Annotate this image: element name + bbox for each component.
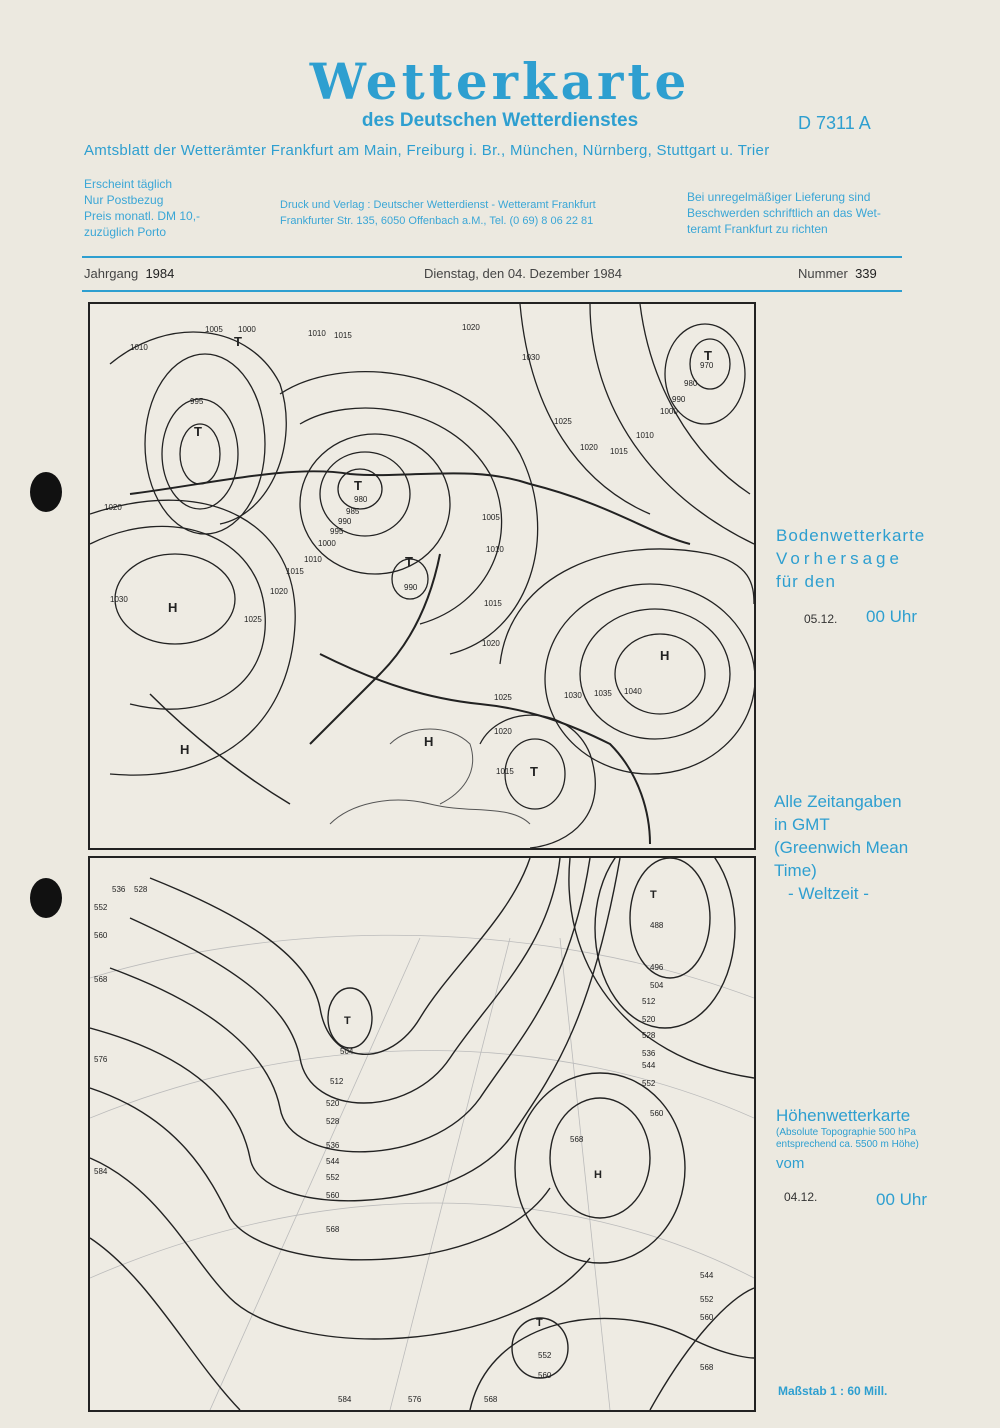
low-center: T [530, 764, 538, 779]
contour-label: 488 [650, 921, 664, 930]
isobar-label: 1000 [660, 407, 678, 416]
isobar-label: 1005 [482, 513, 500, 522]
contour-label: 520 [642, 1015, 656, 1024]
isobar [320, 452, 410, 536]
contour-label: 584 [338, 1395, 352, 1404]
isobar [520, 304, 650, 514]
contour [550, 1098, 650, 1218]
contour-label: 504 [650, 981, 664, 990]
isobar-label: 1010 [636, 431, 654, 440]
low-center: T [405, 554, 413, 569]
low-center: T [650, 889, 657, 901]
isobar-label: 995 [190, 397, 204, 406]
coastline [330, 800, 530, 824]
isobar-label: 1030 [564, 691, 582, 700]
note-line: entsprechend ca. 5500 m Höhe) [776, 1139, 919, 1150]
document-id: D 7311 A [798, 113, 871, 133]
contour-label: 568 [570, 1135, 584, 1144]
contour-label: 552 [538, 1351, 552, 1360]
isobar [115, 554, 235, 644]
low-center: T [234, 334, 242, 349]
isobar-label: 1025 [554, 417, 572, 426]
time-note-line: Time) [774, 861, 817, 880]
complaint-line: teramt Frankfurt zu richten [687, 222, 828, 236]
isobar-label: 995 [330, 527, 344, 536]
masthead-title: Wetterkarte [309, 52, 691, 111]
header-rule-bottom [82, 290, 902, 292]
surface-map-caption [776, 524, 925, 593]
complaint-line: Bei unregelmäßiger Lieferung sind [687, 190, 871, 204]
low-center: T [354, 478, 362, 493]
isobar-label: 1040 [624, 687, 642, 696]
contour [90, 1158, 590, 1339]
contour-label: 560 [538, 1371, 552, 1380]
nummer-label: Nummer [798, 266, 848, 281]
isobar-label: 1005 [205, 325, 223, 334]
complaint-line: Beschwerden schriftlich an das Wet- [687, 206, 881, 220]
contour [595, 858, 735, 1028]
surface-map-time: 00 Uhr [866, 607, 918, 626]
time-note-line: Alle Zeitangaben [774, 792, 902, 811]
publisher-info [280, 197, 596, 229]
isobar-label: 1020 [482, 639, 500, 648]
subscription-info [84, 176, 200, 240]
isobar-label: 1015 [610, 447, 628, 456]
contour-label: 552 [700, 1295, 714, 1304]
isobar-label: 985 [346, 507, 360, 516]
caption-line: Bodenwetterkarte [776, 526, 926, 545]
isobar-label: 1000 [238, 325, 256, 334]
isobar [590, 304, 754, 544]
high-center: H [180, 742, 190, 757]
surface-forecast-map [88, 302, 756, 850]
jahrgang-value: 1984 [145, 266, 175, 281]
upper-map-note [776, 1127, 919, 1151]
contour-label: 544 [326, 1157, 340, 1166]
isobar-label: 1015 [334, 331, 352, 340]
isobar-label: 1020 [494, 727, 512, 736]
front-line [310, 554, 440, 744]
contour [630, 858, 710, 978]
low-center: T [704, 348, 712, 363]
jahrgang [84, 266, 174, 281]
contour-label: 528 [326, 1117, 340, 1126]
contour-label: 544 [642, 1061, 656, 1070]
upper-map-time: 00 Uhr [876, 1190, 928, 1209]
isobar-label: 1020 [104, 503, 122, 512]
isobar-label: 970 [700, 361, 714, 370]
official-gazette-line: Amtsblatt der Wetterämter Frankfurt am Main, Freiburg i. Br., München, Nürnberg, Stuttgart u. Trier [84, 142, 770, 159]
note-line: (Absolute Topographie 500 hPa [776, 1127, 916, 1138]
isobar-label: 1035 [594, 689, 612, 698]
issue-date: Dienstag, den 04. Dezember 1984 [424, 266, 623, 281]
low-center: T [344, 1015, 351, 1027]
complaint-info [687, 189, 881, 237]
contour [130, 858, 560, 1103]
publisher-line: Druck und Verlag : Deutscher Wetterdienst - Wetteramt Frankfurt [280, 199, 596, 211]
caption-line: für den [776, 572, 836, 591]
isobar-label: 1030 [110, 595, 128, 604]
contour [150, 858, 530, 1054]
low-center: T [536, 1317, 543, 1329]
isobar [545, 584, 754, 774]
isobar-label: 990 [338, 517, 352, 526]
subscription-line: Nur Postbezug [84, 193, 164, 207]
isobar-label: 1015 [286, 567, 304, 576]
isobar-label: 1020 [270, 587, 288, 596]
contour-label: 576 [408, 1395, 422, 1404]
contour-label: 504 [340, 1047, 354, 1056]
surface-map-date: 05.12. [804, 612, 838, 626]
publisher-line: Frankfurter Str. 135, 6050 Offenbach a.M., Tel. (0 69) 8 06 22 81 [280, 215, 594, 227]
contour [90, 858, 620, 1201]
contour-label: 536 [642, 1049, 656, 1058]
isobar-label: 1015 [496, 767, 514, 776]
isobar-label: 1010 [308, 329, 326, 338]
subscription-line: zuzüglich Porto [84, 225, 167, 239]
contour-label: 560 [700, 1313, 714, 1322]
contour-label: 536 [112, 885, 126, 894]
isobar-label: 1010 [304, 555, 322, 564]
nummer-value: 339 [855, 266, 877, 281]
contour-label: 560 [94, 931, 108, 940]
isobar-label: 990 [404, 583, 418, 592]
contour-label: 496 [650, 963, 664, 972]
contour-label: 568 [94, 975, 108, 984]
contour-label: 552 [94, 903, 108, 912]
isobar-label: 1025 [494, 693, 512, 702]
contour [650, 1288, 754, 1410]
upper-map-drawing [90, 858, 754, 1410]
contour-label: 528 [642, 1031, 656, 1040]
isobar-label: 1010 [486, 545, 504, 554]
time-note-line: in GMT [774, 815, 830, 834]
contour-label: 544 [700, 1271, 714, 1280]
isobar [300, 408, 502, 624]
isobar-label: 990 [672, 395, 686, 404]
front-line [320, 654, 650, 844]
isobar-label: 980 [684, 379, 698, 388]
jahrgang-label: Jahrgang [84, 266, 139, 281]
high-center: H [168, 600, 178, 615]
surface-map-drawing [90, 304, 754, 848]
isobar [615, 634, 705, 714]
low-center: T [194, 424, 202, 439]
upper-map-date: 04.12. [784, 1190, 818, 1204]
masthead-subtitle: des Deutschen Wetterdienstes [361, 110, 639, 131]
isobar-label: 1015 [484, 599, 502, 608]
contour-label: 512 [330, 1077, 344, 1086]
upper-air-map [88, 856, 756, 1412]
header-rule-top [82, 256, 902, 258]
contour-label: 584 [94, 1167, 108, 1176]
grid-line [390, 938, 510, 1410]
contour-label: 560 [650, 1109, 664, 1118]
high-center: H [424, 734, 434, 749]
contour [90, 1238, 240, 1410]
contour-label: 528 [134, 885, 148, 894]
subscription-line: Erscheint täglich [84, 177, 173, 191]
contour [90, 1088, 550, 1260]
upper-map-vom: vom [776, 1155, 805, 1172]
high-center: H [594, 1169, 602, 1181]
contour-label: 560 [326, 1191, 340, 1200]
isobar [162, 399, 238, 509]
upper-map-title: Höhenwetterkarte [776, 1106, 911, 1125]
isobar-label: 1020 [580, 443, 598, 452]
contour-label: 568 [326, 1225, 340, 1234]
contour-label: 568 [484, 1395, 498, 1404]
isobar-label: 1010 [130, 343, 148, 352]
time-note [774, 790, 908, 905]
time-note-line: - Weltzeit - [788, 884, 869, 903]
punch-hole [30, 472, 62, 512]
caption-line: Vorhersage [776, 549, 903, 568]
isobar-label: 980 [354, 495, 368, 504]
contour-label: 520 [326, 1099, 340, 1108]
contour [515, 1073, 685, 1263]
isobar-label: 1000 [318, 539, 336, 548]
contour-label: 568 [700, 1363, 714, 1372]
isobar-label: 1025 [244, 615, 262, 624]
time-note-line: (Greenwich Mean [774, 838, 909, 857]
contour-label: 552 [326, 1173, 340, 1182]
high-center: H [660, 648, 670, 663]
isobar-label: 1020 [462, 323, 480, 332]
isobar [640, 304, 750, 494]
isobar [580, 609, 730, 739]
contour-label: 576 [94, 1055, 108, 1064]
contour-label: 512 [642, 997, 656, 1006]
issue-number [798, 266, 877, 281]
contour-label: 536 [326, 1141, 340, 1150]
isobar-label: 1030 [522, 353, 540, 362]
contour-label: 552 [642, 1079, 656, 1088]
subscription-line: Preis monatl. DM 10,- [84, 209, 201, 223]
contour [110, 858, 590, 1152]
punch-hole [30, 878, 62, 918]
map-scale: Maßstab 1 : 60 Mill. [778, 1384, 888, 1398]
